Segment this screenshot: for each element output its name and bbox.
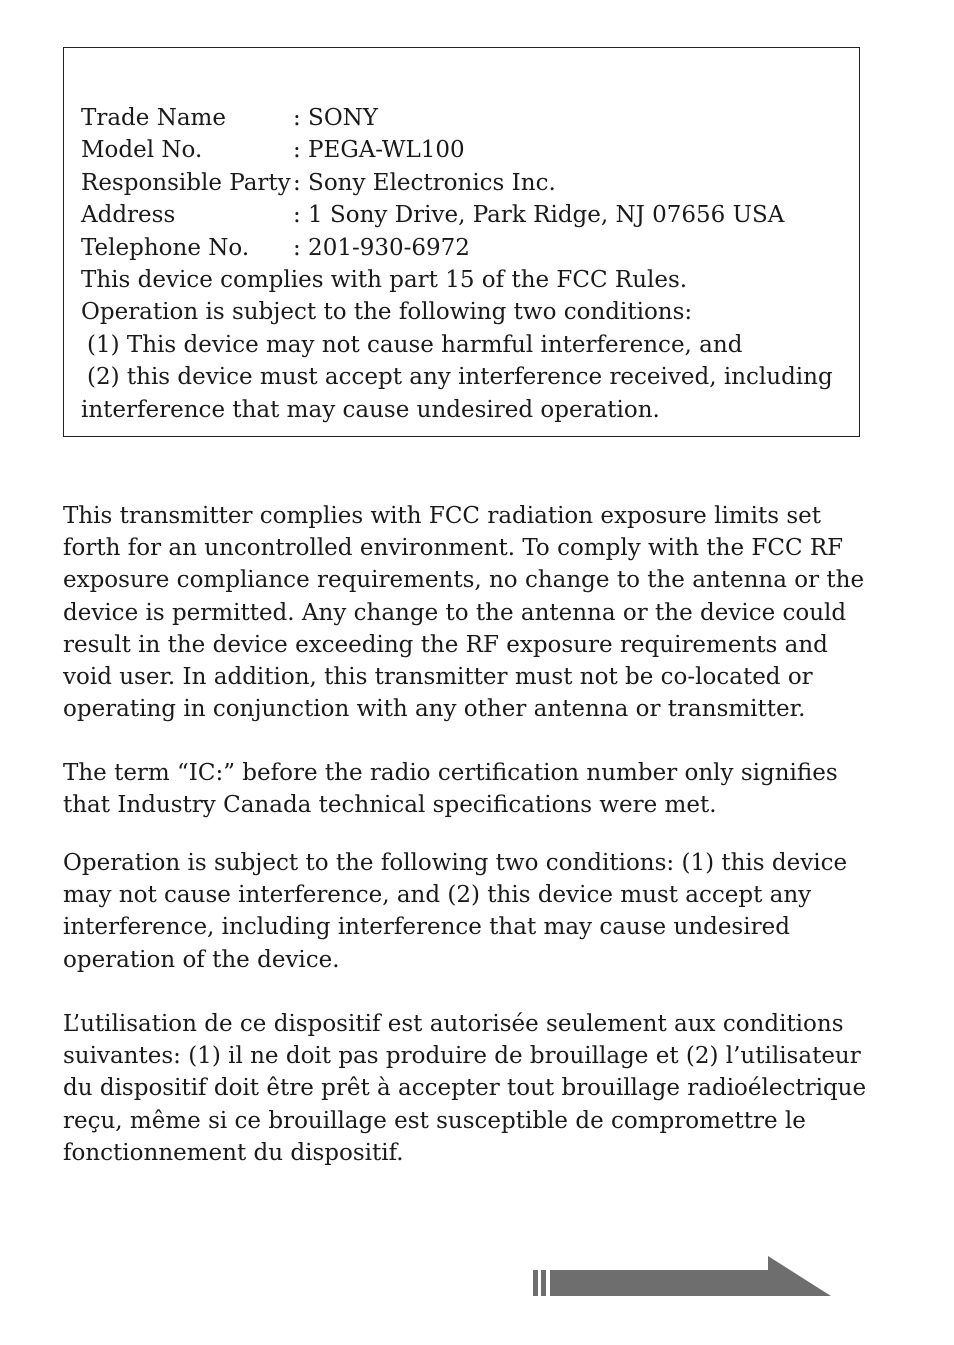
info-value: : 1 Sony Drive, Park Ridge, NJ 07656 USA <box>293 202 785 229</box>
fcc-declaration-box <box>63 47 860 437</box>
next-page-arrow-icon[interactable] <box>531 1254 833 1298</box>
info-value: : PEGA-WL100 <box>293 137 465 164</box>
fcc-conditions-intro: Operation is subject to the following two conditions: <box>81 299 693 326</box>
info-value: : 201-930-6972 <box>293 234 470 261</box>
info-label: Telephone No. <box>81 234 250 261</box>
fcc-condition-1: (1) This device may not cause harmful interference, and <box>87 331 743 358</box>
info-label: Trade Name <box>81 105 226 131</box>
info-label: Model No. <box>81 137 203 164</box>
fcc-condition-2: (2) this device must accept any interference received, including <box>87 364 833 391</box>
info-row-trade-name <box>81 102 859 134</box>
french-conditions-paragraph: L’utilisation de ce dispositif est autorisée seulement aux conditions suivantes: (1) il ne doit pas produire de brouillage et (2) l’utilisateur du dispositif doit être prêt à accepter tout brouillage radioélectrique reçu, même si ce brouillage est susceptible de compromettre le fonctionnement du dispositif. <box>63 1011 867 1166</box>
info-label: Address <box>81 202 176 229</box>
info-row-model-no <box>81 134 859 166</box>
info-value: : Sony Electronics Inc. <box>293 169 556 196</box>
fcc-compliance-statement: This device complies with part 15 of the FCC Rules. <box>81 267 688 294</box>
rf-exposure-paragraph: This transmitter complies with FCC radiation exposure limits set forth for an uncontrolled environment. To comply with the FCC RF exposure compliance requirements, no change to the antenna or the device is permitted. Any change to the antenna or the device could result in the device exceeding the RF exposure requirements and void user. In addition, this transmitter must not be co-located or operating in conjunction with any other antenna or transmitter. <box>63 503 865 723</box>
fcc-condition-2-continued: interference that may cause undesired operation. <box>81 396 660 423</box>
operation-conditions-paragraph: Operation is subject to the following two conditions: (1) this device may not cause interference, and (2) this device must accept any interference, including interference that may cause undesired operation of the device. <box>63 850 848 973</box>
info-row-telephone <box>81 232 859 264</box>
info-row-responsible-party <box>81 167 859 199</box>
info-row-address <box>81 199 859 231</box>
info-value: : SONY <box>293 105 378 131</box>
ic-term-paragraph: The term “IC:” before the radio certification number only signifies that Industry Canada technical specifications were met. <box>63 760 838 819</box>
info-label: Responsible Party <box>81 169 291 196</box>
